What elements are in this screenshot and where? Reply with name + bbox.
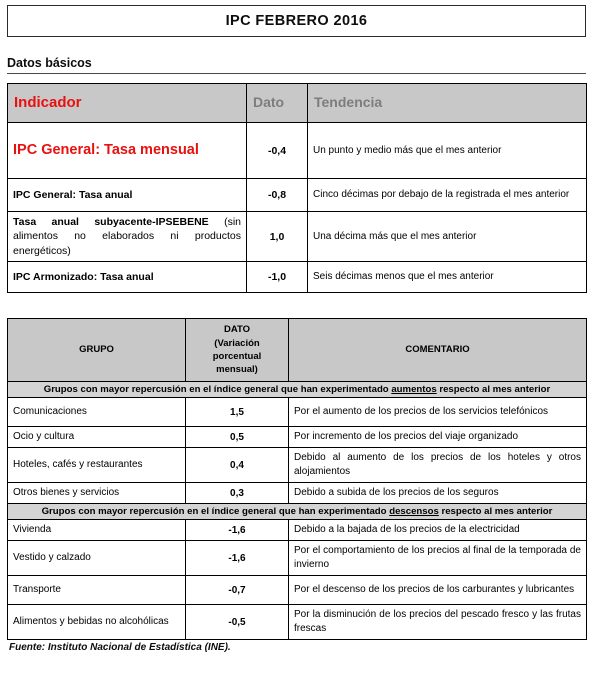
cell-dato: -1,0 [247, 262, 308, 293]
table-row [8, 262, 587, 293]
header-dato-line1: DATO [223, 324, 251, 336]
header-label-tendencia: Tendencia [314, 94, 383, 110]
cell-dato: 0,3 [186, 483, 289, 504]
basic-data-table [7, 83, 587, 293]
cell-indicador [8, 212, 247, 262]
cell-tendencia: Cinco décimas por debajo de la registrada el mes anterior [308, 179, 587, 212]
indicador-label-highlight: IPC General: Tasa mensual [13, 141, 199, 158]
table-row [8, 179, 587, 212]
cell-comentario: Por incremento de los precios del viaje organizado [289, 427, 587, 448]
header-label-dato: Dato [253, 94, 285, 110]
banner-post: respecto al mes anterior [438, 506, 553, 517]
cell-grupo: Transporte [8, 576, 186, 605]
document-title-box [7, 5, 586, 37]
source-note: Fuente: Instituto Nacional de Estadística (INE). [9, 642, 231, 653]
banner-keyword-aumentos: aumentos [391, 384, 437, 395]
cell-tendencia: Seis décimas menos que el mes anterior [308, 262, 587, 293]
table-row [8, 427, 587, 448]
banner-text-decreases [8, 504, 587, 520]
table-row [8, 398, 587, 427]
table-row [8, 448, 587, 483]
cell-comentario: Por la disminución de los precios del pescado fresco y las frutas frescas [289, 605, 587, 640]
cell-dato: 0,4 [186, 448, 289, 483]
section-heading-datos-basicos: Datos básicos [7, 56, 92, 70]
header-dato-line4: mensual) [216, 364, 258, 376]
cell-dato: -0,5 [186, 605, 289, 640]
cell-comentario: Debido a la bajada de los precios de la electricidad [289, 520, 587, 541]
cell-tendencia: Un punto y medio más que el mes anterior [308, 123, 587, 179]
cell-comentario: Por el descenso de los precios de los carburantes y lubricantes [289, 576, 587, 605]
indicador-label-detail: (sin alimentos no elaborados ni productos energéticos) [13, 216, 241, 257]
cell-grupo: Comunicaciones [8, 398, 186, 427]
table-header-row [8, 84, 587, 123]
cell-dato: 0,5 [186, 427, 289, 448]
cell-tendencia: Una décima más que el mes anterior [308, 212, 587, 262]
page-title: IPC FEBRERO 2016 [225, 13, 368, 29]
cell-comentario: Debido a subida de los precios de los seguros [289, 483, 587, 504]
groups-header-row [8, 319, 587, 382]
section-banner-decreases [8, 504, 587, 520]
header-cell-comentario: COMENTARIO [289, 319, 587, 382]
banner-post: respecto al mes anterior [436, 384, 551, 395]
table-row [8, 541, 587, 576]
cell-grupo: Alimentos y bebidas no alcohólicas [8, 605, 186, 640]
header-cell-indicador [8, 84, 247, 123]
cell-grupo: Otros bienes y servicios [8, 483, 186, 504]
header-dato-line3: porcentual [212, 351, 262, 362]
cell-dato: -0,7 [186, 576, 289, 605]
cell-comentario: Debido al aumento de los precios de los hoteles y otros alojamientos [289, 448, 587, 483]
cell-indicador: IPC General: Tasa anual [8, 179, 247, 212]
cell-dato: 1,0 [247, 212, 308, 262]
section-heading-block [7, 56, 586, 74]
header-cell-tendencia [308, 84, 587, 123]
header-dato-line2: (Variación [214, 337, 260, 349]
cell-dato: -1,6 [186, 541, 289, 576]
cell-grupo: Hoteles, cafés y restaurantes [8, 448, 186, 483]
cell-dato: -0,8 [247, 179, 308, 212]
cell-grupo: Vestido y calzado [8, 541, 186, 576]
banner-text-increases [8, 382, 587, 398]
banner-keyword-descensos: descensos [389, 506, 439, 517]
table-row [8, 212, 587, 262]
indicador-label-bold: Tasa anual subyacente-IPSEBENE [13, 216, 209, 229]
header-label-indicador: Indicador [14, 94, 82, 111]
table-row [8, 483, 587, 504]
cell-indicador [8, 123, 247, 179]
cell-dato: -1,6 [186, 520, 289, 541]
cell-indicador: IPC Armonizado: Tasa anual [8, 262, 247, 293]
cell-comentario: Por el comportamiento de los precios al final de la temporada de invierno [289, 541, 587, 576]
table-row [8, 576, 587, 605]
banner-pre: Grupos con mayor repercusión en el índice general que han experimentado [43, 384, 392, 395]
groups-table [7, 318, 587, 640]
section-divider [7, 73, 586, 74]
table-row [8, 123, 587, 179]
section-banner-increases [8, 382, 587, 398]
header-cell-grupo: GRUPO [8, 319, 186, 382]
cell-dato: -0,4 [247, 123, 308, 179]
header-cell-dato [247, 84, 308, 123]
cell-grupo: Vivienda [8, 520, 186, 541]
banner-pre: Grupos con mayor repercusión en el índice general que han experimentado [41, 506, 390, 517]
table-row [8, 605, 587, 640]
table-row [8, 520, 587, 541]
header-cell-dato [186, 319, 289, 382]
cell-comentario: Por el aumento de los precios de los servicios telefónicos [289, 398, 587, 427]
cell-grupo: Ocio y cultura [8, 427, 186, 448]
cell-dato: 1,5 [186, 398, 289, 427]
